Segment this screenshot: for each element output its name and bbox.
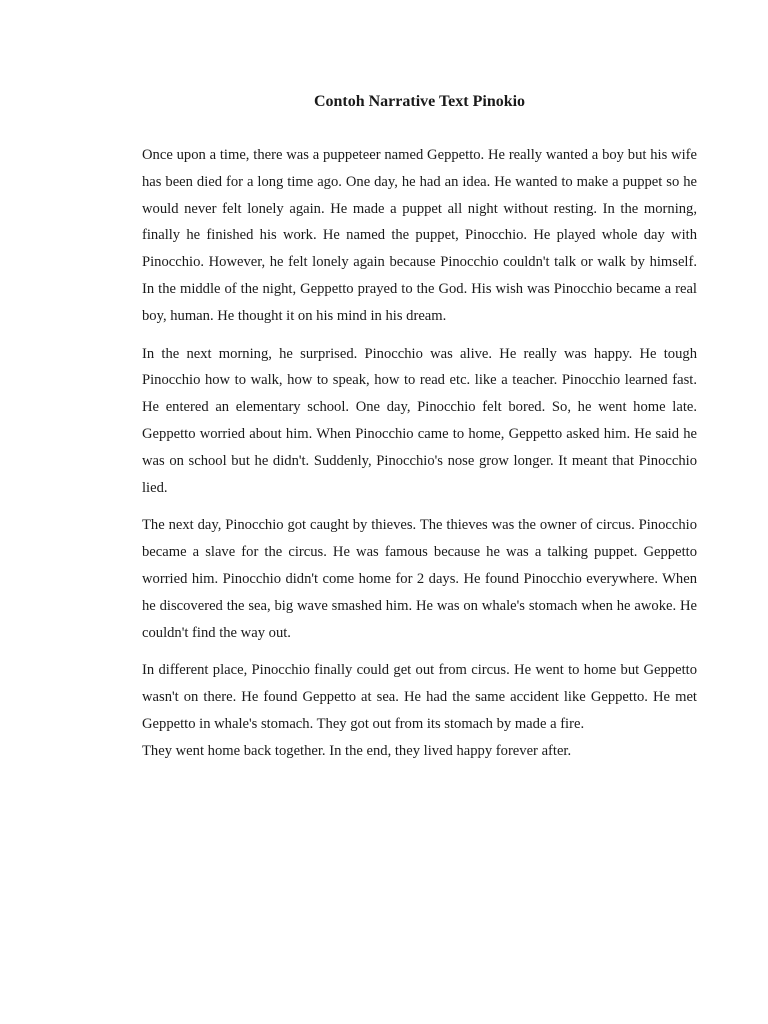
document-title: Contoh Narrative Text Pinokio bbox=[313, 93, 526, 110]
paragraph-1: Once upon a time, there was a puppeteer named Geppetto. He really wanted a boy but his wife has been died for a long time ago. One day, he had an idea. He wanted to make a puppet so he would never felt lonely again. He made a puppet all night without resting. In the morning, finally he finished his work. He named the puppet, Pinocchio. He played whole day with Pinocchio. However, he felt lonely again because Pinocchio couldn't talk or walk by himself. In the middle of the night, Geppetto prayed to the God. His wish was Pinocchio became a real boy, human. He thought it on his mind in his dream. bbox=[142, 147, 697, 324]
paragraph-3: The next day, Pinocchio got caught by thieves. The thieves was the owner of circus. Pinocchio became a slave for the circus. He was famous because he was a talking puppet. Geppetto worried him. Pinocchio didn't come home for 2 days. He found Pinocchio everywhere. When he discovered the sea, big wave smashed him. He was on whale's stomach when he awoke. He couldn't find the way out. bbox=[142, 517, 697, 641]
paragraph-2: In the next morning, he surprised. Pinocchio was alive. He really was happy. He tough Pinocchio how to walk, how to speak, how to read etc. like a teacher. Pinocchio learned fast. He entered an elementary school. One day, Pinocchio felt bored. So, he went home late. Geppetto worried about him. When Pinocchio came to home, Geppetto asked him. He said he was on school but he didn't. Suddenly, Pinocchio's nose grow longer. It meant that Pinocchio lied. bbox=[142, 345, 697, 496]
paragraph-5: They went home back together. In the end, they lived happy forever after. bbox=[142, 742, 572, 759]
document-body bbox=[142, 88, 697, 776]
paragraph-4: In different place, Pinocchio finally could get out from circus. He went to home but Geppetto wasn't on there. He found Geppetto at sea. He had the same accident like Geppetto. He met Geppetto in whale's stomach. They got out from its stomach by made a fire. bbox=[142, 662, 697, 732]
